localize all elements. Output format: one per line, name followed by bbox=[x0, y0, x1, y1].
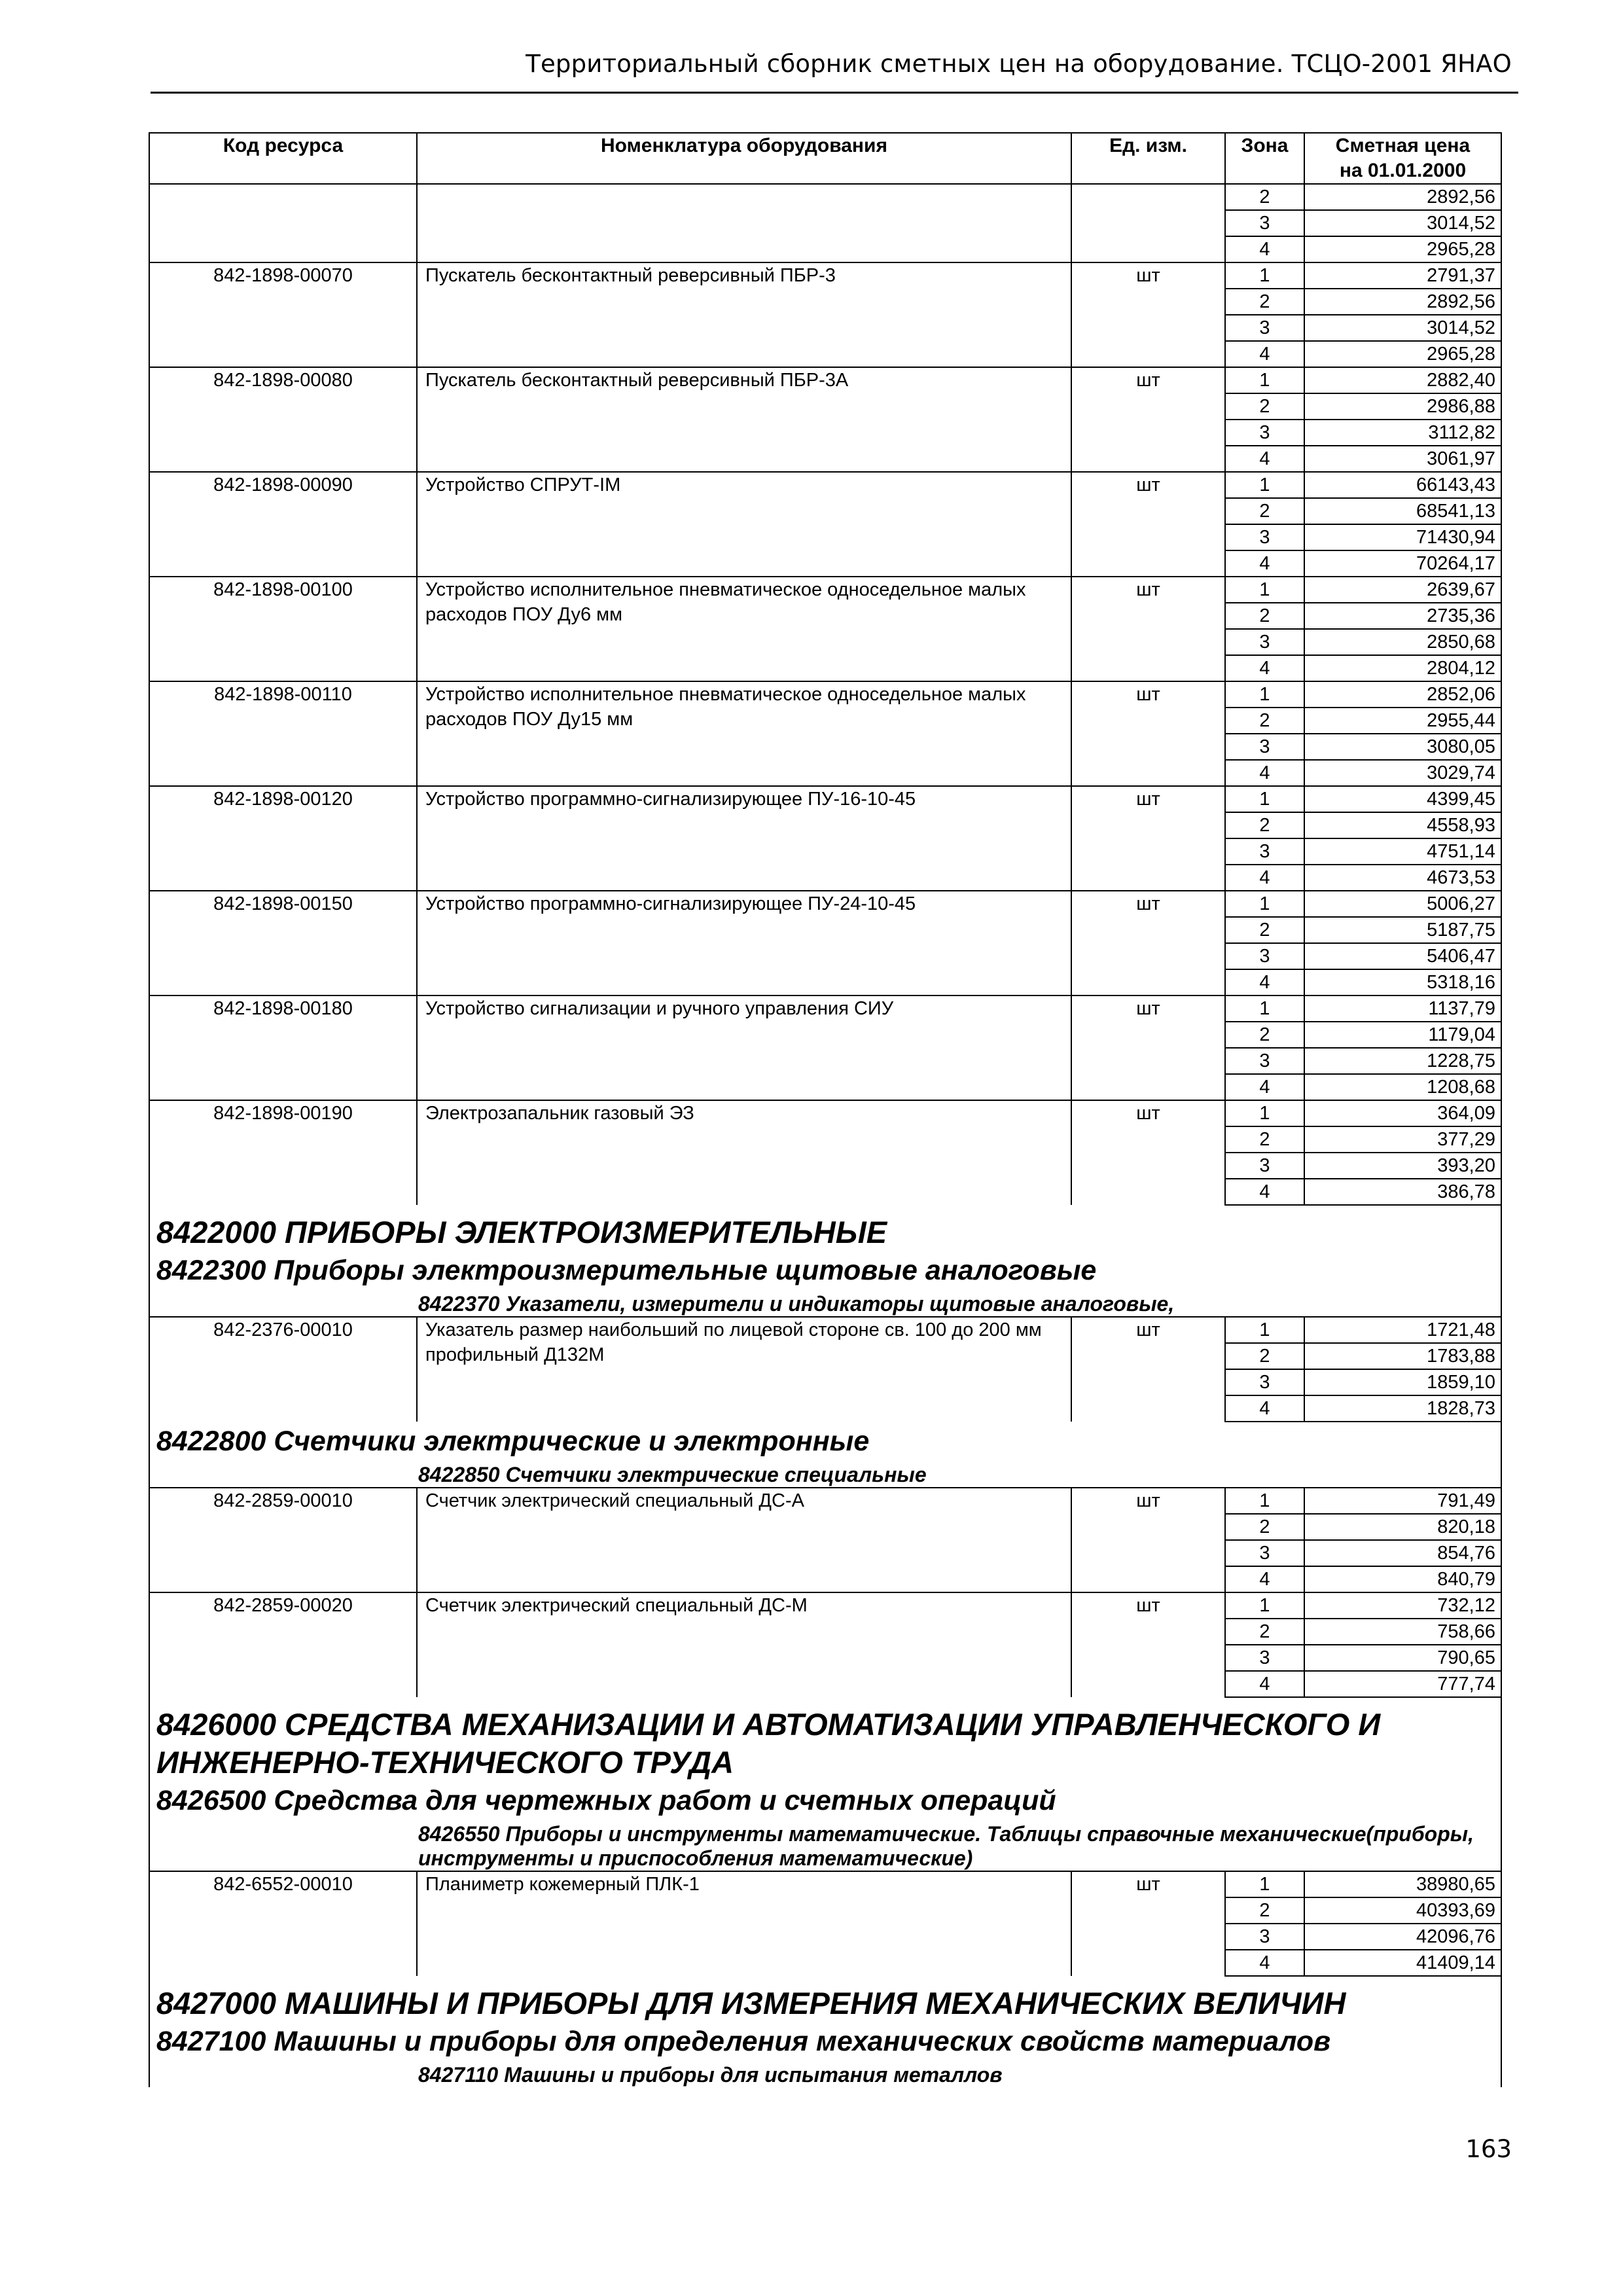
price-cell: 3080,05 bbox=[1304, 734, 1501, 760]
zone-cell: 4 bbox=[1225, 341, 1304, 367]
zone-cell: 3 bbox=[1225, 524, 1304, 550]
zone-cell: 1 bbox=[1225, 472, 1304, 498]
zone-cell: 1 bbox=[1225, 577, 1304, 603]
price-cell: 854,76 bbox=[1304, 1540, 1501, 1566]
equipment-name: Устройство исполнительное пневматическое односедельное малых расходов ПОУ Ду6 мм bbox=[417, 577, 1071, 681]
section-heading-level-2: 8422800 Счетчики электрические и электронные bbox=[149, 1422, 1501, 1460]
price-cell: 3014,52 bbox=[1304, 315, 1501, 341]
unit-of-measure: шт bbox=[1071, 891, 1225, 996]
zone-cell: 4 bbox=[1225, 1395, 1304, 1422]
section-row bbox=[149, 2022, 1501, 2060]
unit-of-measure: шт bbox=[1071, 786, 1225, 891]
zone-cell: 3 bbox=[1225, 943, 1304, 969]
section-row bbox=[149, 1820, 1501, 1871]
price-cell: 5187,75 bbox=[1304, 917, 1501, 943]
price-cell: 5006,27 bbox=[1304, 891, 1501, 917]
page-header-title: Территориальный сборник сметных цен на оборудование. ТСЦО-2001 ЯНАО bbox=[526, 50, 1512, 78]
equipment-name: Устройство СПРУТ-IM bbox=[417, 472, 1071, 577]
price-table bbox=[149, 132, 1502, 2087]
zone-cell: 1 bbox=[1225, 1871, 1304, 1897]
zone-cell: 4 bbox=[1225, 1671, 1304, 1697]
zone-cell: 1 bbox=[1225, 1100, 1304, 1126]
unit-of-measure: шт bbox=[1071, 996, 1225, 1100]
col-header-zone: Зона bbox=[1225, 133, 1304, 184]
zone-cell: 2 bbox=[1225, 393, 1304, 420]
resource-code: 842-1898-00180 bbox=[149, 996, 417, 1100]
col-header-name: Номенклатура оборудования bbox=[417, 133, 1071, 184]
zone-cell: 4 bbox=[1225, 236, 1304, 262]
zone-cell: 2 bbox=[1225, 1619, 1304, 1645]
table-row bbox=[149, 996, 1501, 1022]
unit-of-measure: шт bbox=[1071, 1592, 1225, 1697]
price-cell: 41409,14 bbox=[1304, 1950, 1501, 1976]
unit-of-measure: шт bbox=[1071, 1100, 1225, 1205]
zone-cell: 1 bbox=[1225, 891, 1304, 917]
section-row bbox=[149, 1782, 1501, 1820]
equipment-name bbox=[417, 184, 1071, 262]
price-cell: 40393,69 bbox=[1304, 1897, 1501, 1924]
price-cell: 791,49 bbox=[1304, 1488, 1501, 1514]
equipment-name: Планиметр кожемерный ПЛК-1 bbox=[417, 1871, 1071, 1976]
section-row bbox=[149, 1460, 1501, 1488]
price-cell: 732,12 bbox=[1304, 1592, 1501, 1619]
col-header-code: Код ресурса bbox=[149, 133, 417, 184]
price-cell: 364,09 bbox=[1304, 1100, 1501, 1126]
resource-code: 842-1898-00070 bbox=[149, 262, 417, 367]
resource-code: 842-1898-00090 bbox=[149, 472, 417, 577]
section-heading-level-1: 8422000 ПРИБОРЫ ЭЛЕКТРОИЗМЕРИТЕЛЬНЫЕ bbox=[149, 1205, 1501, 1251]
zone-cell: 1 bbox=[1225, 1488, 1304, 1514]
price-cell: 4399,45 bbox=[1304, 786, 1501, 812]
table-row bbox=[149, 184, 1501, 210]
price-cell: 386,78 bbox=[1304, 1179, 1501, 1205]
table-row bbox=[149, 262, 1501, 289]
group-heading-level-3: 8422850 Счетчики электрические специальные bbox=[418, 1463, 927, 1486]
price-cell: 1859,10 bbox=[1304, 1369, 1501, 1395]
section-heading-level-2: 8427100 Машины и приборы для определения механических свойств материалов bbox=[149, 2022, 1501, 2060]
unit-of-measure: шт bbox=[1071, 367, 1225, 472]
group-heading-level-3: 8427110 Машины и приборы для испытания металлов bbox=[418, 2063, 1003, 2087]
table-row bbox=[149, 577, 1501, 603]
price-cell: 790,65 bbox=[1304, 1645, 1501, 1671]
zone-cell: 3 bbox=[1225, 629, 1304, 655]
zone-cell: 2 bbox=[1225, 184, 1304, 210]
zone-cell: 2 bbox=[1225, 1126, 1304, 1153]
price-cell: 4751,14 bbox=[1304, 838, 1501, 865]
section-row bbox=[149, 1422, 1501, 1460]
zone-cell: 4 bbox=[1225, 446, 1304, 472]
price-cell: 1137,79 bbox=[1304, 996, 1501, 1022]
table-row bbox=[149, 472, 1501, 498]
zone-cell: 3 bbox=[1225, 734, 1304, 760]
price-cell: 758,66 bbox=[1304, 1619, 1501, 1645]
equipment-name: Пускатель бесконтактный реверсивный ПБР-3 bbox=[417, 262, 1071, 367]
price-cell: 38980,65 bbox=[1304, 1871, 1501, 1897]
zone-cell: 3 bbox=[1225, 210, 1304, 236]
equipment-name: Пускатель бесконтактный реверсивный ПБР-3А bbox=[417, 367, 1071, 472]
col-header-price-line2: на 01.01.2000 bbox=[1339, 160, 1467, 181]
zone-cell: 4 bbox=[1225, 1074, 1304, 1100]
price-cell: 2791,37 bbox=[1304, 262, 1501, 289]
equipment-name: Устройство программно-сигнализирующее ПУ-24-10-45 bbox=[417, 891, 1071, 996]
price-cell: 1228,75 bbox=[1304, 1048, 1501, 1074]
price-cell: 70264,17 bbox=[1304, 550, 1501, 577]
section-heading-level-1: 8427000 МАШИНЫ И ПРИБОРЫ ДЛЯ ИЗМЕРЕНИЯ МЕХАНИЧЕСКИХ ВЕЛИЧИН bbox=[149, 1976, 1501, 2022]
price-cell: 777,74 bbox=[1304, 1671, 1501, 1697]
resource-code: 842-6552-00010 bbox=[149, 1871, 417, 1976]
unit-of-measure: шт bbox=[1071, 681, 1225, 786]
section-row bbox=[149, 2060, 1501, 2087]
zone-cell: 2 bbox=[1225, 289, 1304, 315]
zone-cell: 3 bbox=[1225, 315, 1304, 341]
price-cell: 2639,67 bbox=[1304, 577, 1501, 603]
zone-cell: 4 bbox=[1225, 655, 1304, 681]
zone-cell: 1 bbox=[1225, 1317, 1304, 1343]
unit-of-measure bbox=[1071, 184, 1225, 262]
price-cell: 3014,52 bbox=[1304, 210, 1501, 236]
header-divider bbox=[151, 92, 1518, 94]
price-cell: 42096,76 bbox=[1304, 1924, 1501, 1950]
zone-cell: 1 bbox=[1225, 262, 1304, 289]
zone-cell: 1 bbox=[1225, 786, 1304, 812]
price-cell: 2735,36 bbox=[1304, 603, 1501, 629]
price-cell: 2965,28 bbox=[1304, 236, 1501, 262]
price-cell: 3112,82 bbox=[1304, 420, 1501, 446]
table-row bbox=[149, 786, 1501, 812]
col-header-unit: Ед. изм. bbox=[1071, 133, 1225, 184]
section-heading-level-2: 8426500 Средства для чертежных работ и счетных операций bbox=[149, 1782, 1501, 1820]
table-row bbox=[149, 1100, 1501, 1126]
zone-cell: 3 bbox=[1225, 838, 1304, 865]
table-row bbox=[149, 1488, 1501, 1514]
price-cell: 2892,56 bbox=[1304, 184, 1501, 210]
table-body bbox=[149, 184, 1501, 2087]
equipment-name: Счетчик электрический специальный ДС-А bbox=[417, 1488, 1071, 1592]
price-cell: 393,20 bbox=[1304, 1153, 1501, 1179]
zone-cell: 1 bbox=[1225, 681, 1304, 708]
price-cell: 3029,74 bbox=[1304, 760, 1501, 786]
equipment-name: Устройство сигнализации и ручного управления СИУ bbox=[417, 996, 1071, 1100]
equipment-name: Устройство программно-сигнализирующее ПУ-16-10-45 bbox=[417, 786, 1071, 891]
equipment-name: Указатель размер наибольший по лицевой стороне св. 100 до 200 мм профильный Д132М bbox=[417, 1317, 1071, 1422]
price-cell: 1721,48 bbox=[1304, 1317, 1501, 1343]
zone-cell: 2 bbox=[1225, 498, 1304, 524]
section-row bbox=[149, 1976, 1501, 2022]
section-heading-level-1: 8426000 СРЕДСТВА МЕХАНИЗАЦИИ И АВТОМАТИЗАЦИИ УПРАВЛЕНЧЕСКОГО И ИНЖЕНЕРНО-ТЕХНИЧЕСКОГО ТРУДА bbox=[149, 1697, 1501, 1782]
zone-cell: 2 bbox=[1225, 708, 1304, 734]
section-row bbox=[149, 1251, 1501, 1289]
price-cell: 66143,43 bbox=[1304, 472, 1501, 498]
resource-code: 842-1898-00080 bbox=[149, 367, 417, 472]
price-cell: 1828,73 bbox=[1304, 1395, 1501, 1422]
zone-cell: 4 bbox=[1225, 1179, 1304, 1205]
price-cell: 2852,06 bbox=[1304, 681, 1501, 708]
section-row bbox=[149, 1205, 1501, 1251]
price-cell: 377,29 bbox=[1304, 1126, 1501, 1153]
price-cell: 4673,53 bbox=[1304, 865, 1501, 891]
zone-cell: 3 bbox=[1225, 1153, 1304, 1179]
section-row bbox=[149, 1289, 1501, 1317]
resource-code: 842-1898-00110 bbox=[149, 681, 417, 786]
price-cell: 1783,88 bbox=[1304, 1343, 1501, 1369]
unit-of-measure: шт bbox=[1071, 472, 1225, 577]
table-row bbox=[149, 1592, 1501, 1619]
section-row bbox=[149, 1697, 1501, 1782]
resource-code bbox=[149, 184, 417, 262]
price-cell: 2850,68 bbox=[1304, 629, 1501, 655]
table-row bbox=[149, 367, 1501, 393]
zone-cell: 4 bbox=[1225, 760, 1304, 786]
zone-cell: 2 bbox=[1225, 1022, 1304, 1048]
table-row bbox=[149, 891, 1501, 917]
zone-cell: 2 bbox=[1225, 812, 1304, 838]
zone-cell: 3 bbox=[1225, 420, 1304, 446]
price-cell: 2986,88 bbox=[1304, 393, 1501, 420]
zone-cell: 1 bbox=[1225, 996, 1304, 1022]
zone-cell: 2 bbox=[1225, 1514, 1304, 1540]
price-cell: 5318,16 bbox=[1304, 969, 1501, 996]
zone-cell: 2 bbox=[1225, 603, 1304, 629]
resource-code: 842-1898-00100 bbox=[149, 577, 417, 681]
zone-cell: 4 bbox=[1225, 969, 1304, 996]
zone-cell: 1 bbox=[1225, 1592, 1304, 1619]
unit-of-measure: шт bbox=[1071, 577, 1225, 681]
resource-code: 842-1898-00120 bbox=[149, 786, 417, 891]
zone-cell: 4 bbox=[1225, 1566, 1304, 1592]
group-heading-level-3: 8422370 Указатели, измерители и индикаторы щитовые аналоговые, bbox=[418, 1292, 1175, 1316]
price-cell: 820,18 bbox=[1304, 1514, 1501, 1540]
price-cell: 2965,28 bbox=[1304, 341, 1501, 367]
price-cell: 1208,68 bbox=[1304, 1074, 1501, 1100]
table-header-row bbox=[149, 133, 1501, 184]
col-header-price-line1: Сметная цена bbox=[1335, 135, 1471, 156]
zone-cell: 3 bbox=[1225, 1369, 1304, 1395]
resource-code: 842-2376-00010 bbox=[149, 1317, 417, 1422]
equipment-name: Счетчик электрический специальный ДС-М bbox=[417, 1592, 1071, 1697]
zone-cell: 4 bbox=[1225, 1950, 1304, 1976]
zone-cell: 3 bbox=[1225, 1540, 1304, 1566]
section-heading-level-2: 8422300 Приборы электроизмерительные щитовые аналоговые bbox=[149, 1251, 1501, 1289]
zone-cell: 3 bbox=[1225, 1048, 1304, 1074]
equipment-name: Устройство исполнительное пневматическое односедельное малых расходов ПОУ Ду15 мм bbox=[417, 681, 1071, 786]
col-header-price bbox=[1304, 133, 1501, 184]
unit-of-measure: шт bbox=[1071, 1317, 1225, 1422]
unit-of-measure: шт bbox=[1071, 1488, 1225, 1592]
price-cell: 3061,97 bbox=[1304, 446, 1501, 472]
price-cell: 4558,93 bbox=[1304, 812, 1501, 838]
price-cell: 2892,56 bbox=[1304, 289, 1501, 315]
resource-code: 842-2859-00020 bbox=[149, 1592, 417, 1697]
zone-cell: 3 bbox=[1225, 1924, 1304, 1950]
zone-cell: 2 bbox=[1225, 1343, 1304, 1369]
unit-of-measure: шт bbox=[1071, 262, 1225, 367]
price-cell: 2804,12 bbox=[1304, 655, 1501, 681]
zone-cell: 3 bbox=[1225, 1645, 1304, 1671]
page-number: 163 bbox=[1465, 2135, 1512, 2163]
price-cell: 2882,40 bbox=[1304, 367, 1501, 393]
table-row bbox=[149, 1871, 1501, 1897]
resource-code: 842-2859-00010 bbox=[149, 1488, 417, 1592]
zone-cell: 2 bbox=[1225, 917, 1304, 943]
price-cell: 5406,47 bbox=[1304, 943, 1501, 969]
resource-code: 842-1898-00190 bbox=[149, 1100, 417, 1205]
table-row bbox=[149, 1317, 1501, 1343]
price-cell: 71430,94 bbox=[1304, 524, 1501, 550]
zone-cell: 1 bbox=[1225, 367, 1304, 393]
price-cell: 68541,13 bbox=[1304, 498, 1501, 524]
zone-cell: 4 bbox=[1225, 550, 1304, 577]
price-cell: 1179,04 bbox=[1304, 1022, 1501, 1048]
zone-cell: 2 bbox=[1225, 1897, 1304, 1924]
group-heading-level-3: 8426550 Приборы и инструменты математические. Таблицы справочные механические(приборы, инструменты и приспособления математические) bbox=[418, 1822, 1474, 1870]
unit-of-measure: шт bbox=[1071, 1871, 1225, 1976]
price-cell: 840,79 bbox=[1304, 1566, 1501, 1592]
price-cell: 2955,44 bbox=[1304, 708, 1501, 734]
resource-code: 842-1898-00150 bbox=[149, 891, 417, 996]
equipment-name: Электрозапальник газовый ЭЗ bbox=[417, 1100, 1071, 1205]
table-row bbox=[149, 681, 1501, 708]
zone-cell: 4 bbox=[1225, 865, 1304, 891]
